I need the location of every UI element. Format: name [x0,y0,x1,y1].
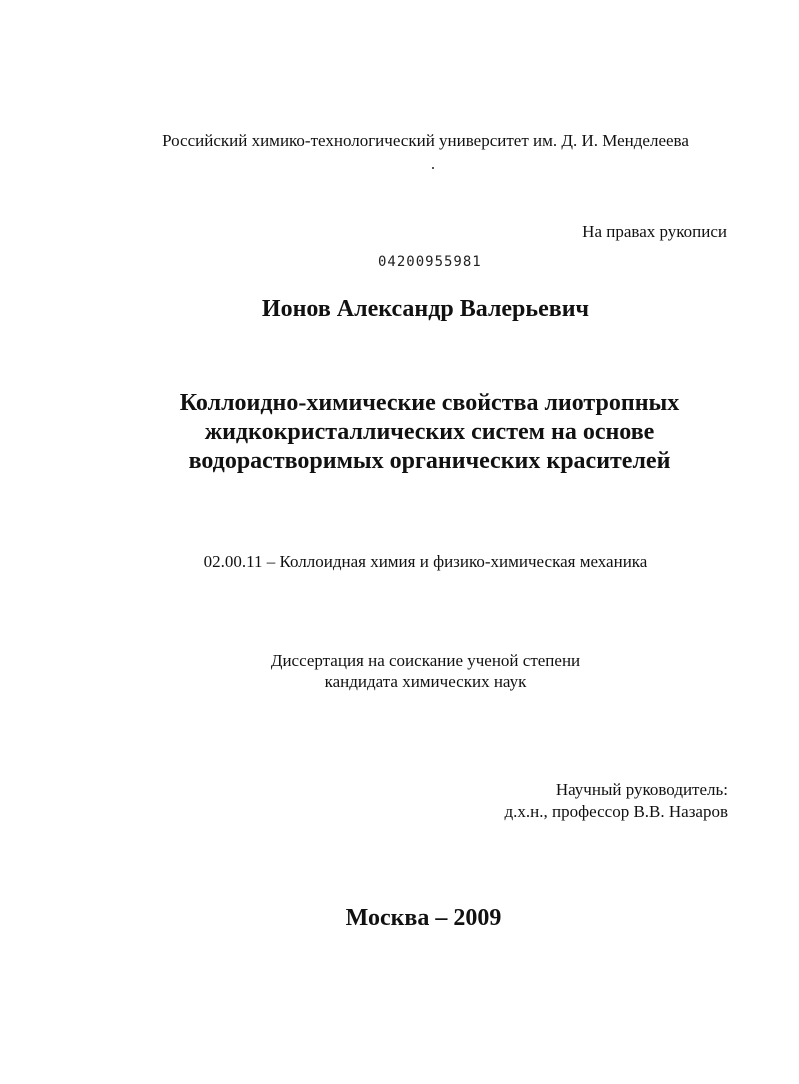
supervisor-name: д.х.н., профессор В.В. Назаров [504,802,728,821]
scan-speck [432,167,434,169]
university-name: Российский химико-технологический университет им. Д. И. Менделеева [162,131,689,150]
catalog-number: 04200955981 [378,254,482,270]
title-line: жидкокристаллических систем на основе [204,419,655,445]
author-name: Ионов Александр Валерьевич [261,296,590,322]
city-year: Москва – 2009 [345,905,502,931]
title-line: водорастворимых органических красителей [188,448,671,474]
manuscript-note: На правах рукописи [582,222,727,241]
degree-statement [0,650,799,692]
degree-line: кандидата химических наук [324,672,527,691]
specialty-code: 02.00.11 – Коллоидная химия и физико-химическая механика [203,552,648,571]
supervisor-block [505,779,728,823]
dissertation-title [60,389,799,476]
supervisor-label: Научный руководитель: [555,780,728,799]
degree-line: Диссертация на соискание ученой степени [270,651,581,670]
title-line: Коллоидно-химические свойства лиотропных [179,390,680,416]
